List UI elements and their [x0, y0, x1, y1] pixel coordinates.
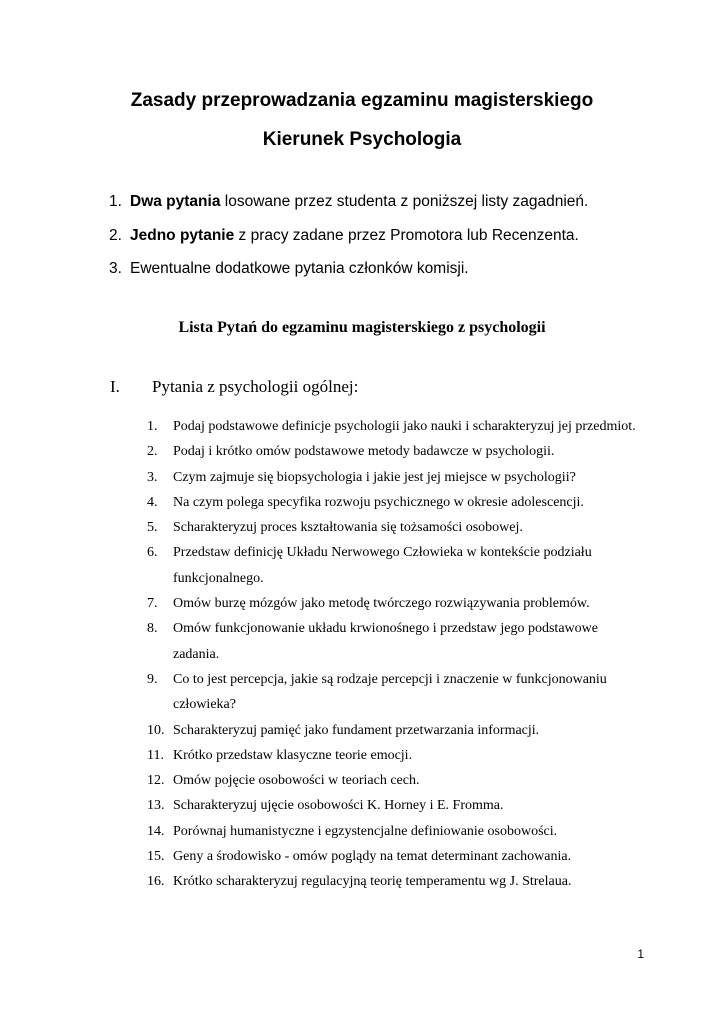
question-item [147, 414, 647, 439]
question-text: Scharakteryzuj pamięć jako fundament przetwarzania informacji. [173, 722, 540, 738]
question-item [147, 844, 647, 869]
question-number: 4. [147, 494, 158, 510]
question-number: 3. [147, 469, 158, 485]
document-title: Zasady przeprowadzania egzaminu magisterskiego [130, 90, 594, 111]
page-number: 1 [637, 947, 644, 961]
section-numeral: I. [110, 377, 120, 396]
question-number: 11. [147, 747, 164, 763]
rule-bold-text: Dwa pytania [130, 193, 221, 210]
question-number: 15. [147, 849, 165, 865]
question-item [147, 465, 647, 490]
question-list-title: Lista Pytań do egzaminu magisterskiego z psychologii [178, 319, 546, 336]
rule-item [109, 258, 588, 292]
question-item [147, 768, 647, 793]
rule-item [109, 191, 588, 225]
rule-item [109, 225, 588, 259]
question-item [147, 743, 647, 768]
question-item [147, 616, 647, 667]
question-number: 12. [147, 773, 165, 789]
question-number: 14. [147, 823, 165, 839]
document-subtitle: Kierunek Psychologia [262, 129, 462, 150]
question-number: 13. [147, 798, 165, 814]
question-text: Omów funkcjonowanie układu krwionośnego i przedstaw jego podstawowe zadania. [173, 621, 598, 662]
question-number: 9. [147, 671, 158, 687]
questions-list [147, 414, 647, 895]
question-text: Na czym polega specyfika rozwoju psychicznego w okresie adolescencji. [173, 494, 584, 510]
exam-rules-list [109, 191, 588, 292]
question-number: 7. [147, 596, 158, 612]
question-text: Krótko przedstaw klasyczne teorie emocji. [173, 747, 413, 763]
question-item [147, 793, 647, 818]
question-number: 6. [147, 545, 158, 561]
question-item [147, 869, 647, 894]
question-text: Co to jest percepcja, jakie są rodzaje percepcji i znaczenie w funkcjonowaniu człowieka? [173, 671, 607, 713]
rule-number: 2. [109, 226, 122, 244]
question-item [147, 540, 647, 591]
rule-number: 1. [109, 193, 122, 210]
section-heading [110, 376, 358, 398]
rule-text: Ewentualne dodatkowe pytania członków komisji. [130, 260, 469, 277]
question-number: 8. [147, 621, 158, 637]
question-text: Omów pojęcie osobowości w teoriach cech. [173, 773, 420, 789]
question-item [147, 667, 647, 718]
question-item [147, 515, 647, 540]
question-text: Przedstaw definicję Układu Nerwowego Człowieka w kontekście podziału funkcjonalnego. [173, 545, 592, 586]
rule-text: losowane przez studenta z poniższej listy zagadnień. [220, 193, 589, 210]
question-item [147, 591, 647, 616]
rule-bold-text: Jedno pytanie [130, 226, 235, 244]
question-text: Czym zajmuje się biopsychologia i jakie jest jej miejsce w psychologii? [173, 469, 576, 485]
question-item [147, 490, 647, 515]
question-number: 5. [147, 520, 158, 536]
question-text: Geny a środowisko - omów poglądy na temat determinant zachowania. [173, 849, 572, 865]
question-number: 1. [147, 419, 158, 434]
question-text: Omów burzę mózgów jako metodę twórczego rozwiązywania problemów. [173, 596, 590, 612]
question-number: 10. [147, 722, 165, 738]
question-item [147, 718, 647, 743]
question-text: Scharakteryzuj ujęcie osobowości K. Horney i E. Fromma. [173, 798, 504, 814]
question-number: 16. [147, 874, 165, 890]
question-text: Podaj podstawowe definicje psychologii jako nauki i scharakteryzuj jej przedmiot. [173, 419, 636, 434]
question-item [147, 819, 647, 844]
question-text: Porównaj humanistyczne i egzystencjalne definiowanie osobowości. [173, 823, 558, 839]
rule-text: z pracy zadane przez Promotora lub Recenzenta. [234, 226, 579, 244]
question-number: 2. [147, 444, 158, 460]
question-text: Podaj i krótko omów podstawowe metody badawcze w psychologii. [173, 444, 555, 460]
question-text: Krótko scharakteryzuj regulacyjną teorię temperamentu wg J. Strelaua. [173, 874, 572, 890]
rule-number: 3. [109, 260, 122, 277]
question-text: Scharakteryzuj proces kształtowania się tożsamości osobowej. [173, 520, 523, 536]
question-item [147, 439, 647, 464]
section-title: Pytania z psychologii ogólnej: [152, 377, 359, 396]
